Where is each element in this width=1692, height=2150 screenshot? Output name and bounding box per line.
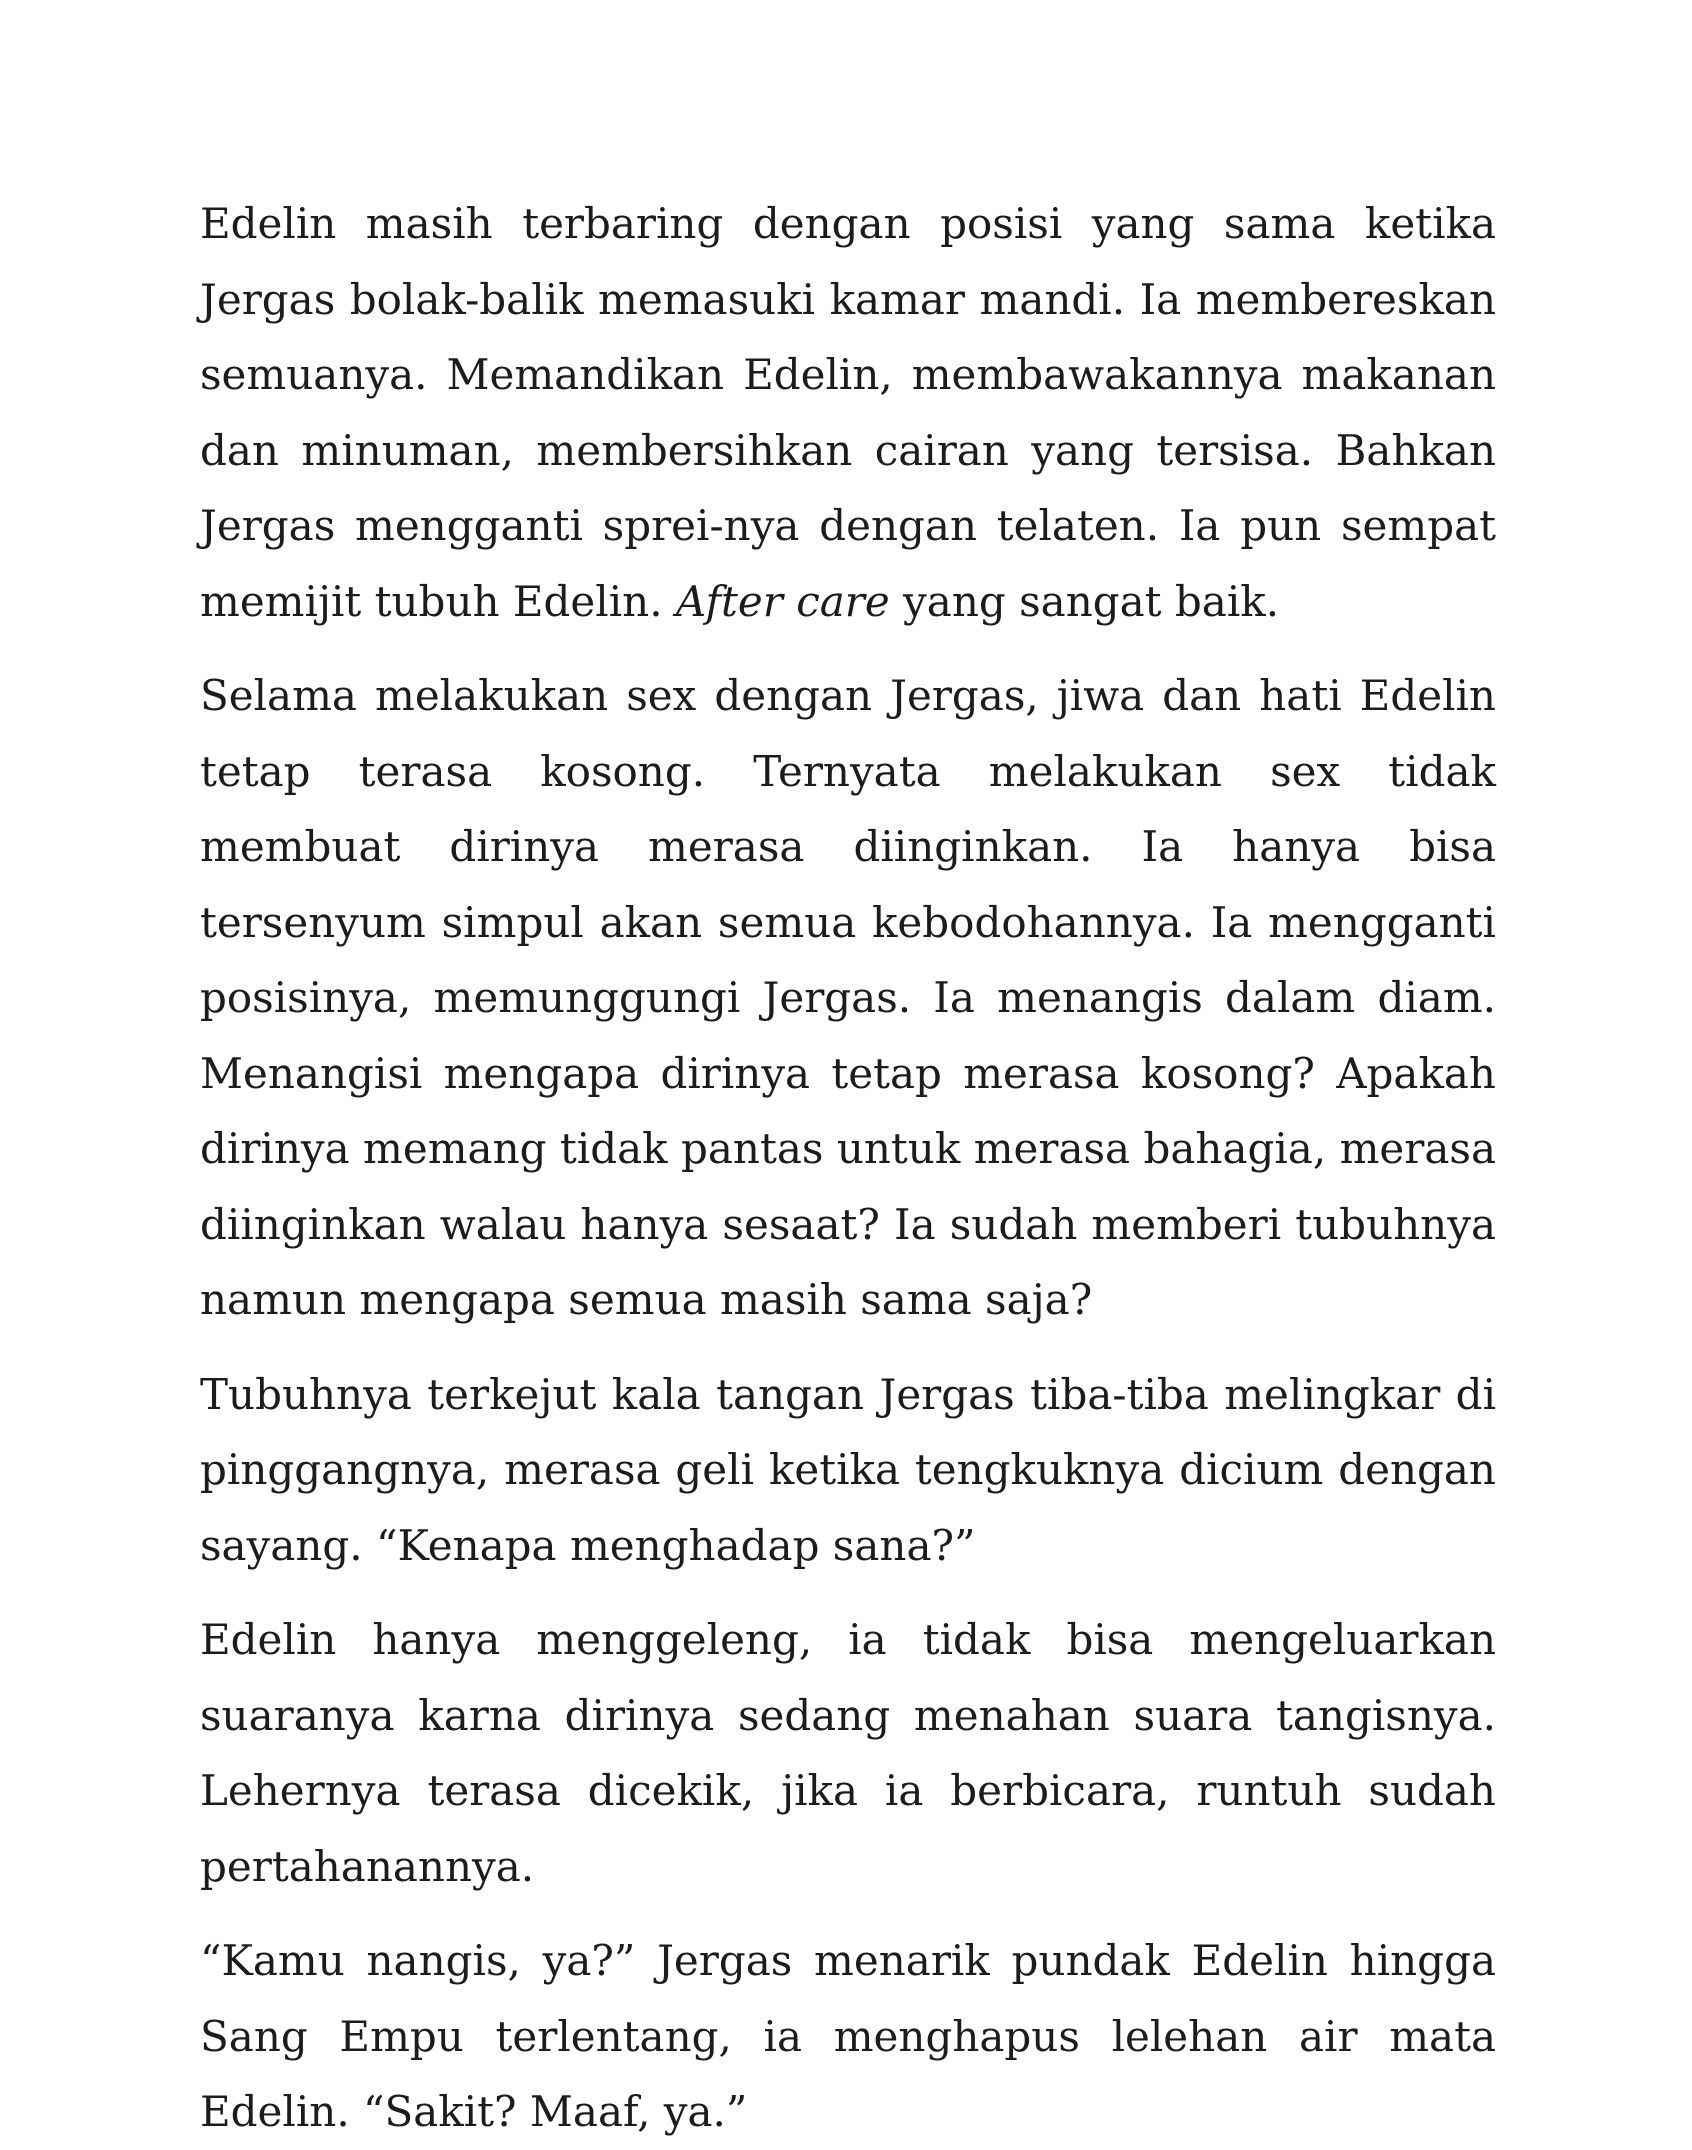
paragraph-1-italic-phrase: After care — [675, 576, 890, 626]
paragraph-2: Selama melakukan sex dengan Jergas, jiwa dan hati Edelin tetap terasa kosong. Ternyata melakukan sex tidak membuat dirinya merasa diinginkan. Ia hanya bisa tersenyum simpul akan semua kebodohannya. Ia mengganti posisinya, memunggungi Jergas. Ia menangis dalam diam. Menangisi mengapa dirinya tetap merasa kosong? Apakah dirinya memang tidak pantas untuk merasa bahagia, merasa diinginkan walau hanya sesaat? Ia sudah memberi tubuhnya namun mengapa semua masih sama saja? — [200, 671, 1496, 1324]
paragraph-1-tail: yang sangat baik. — [889, 576, 1280, 626]
paragraph-4: Edelin hanya menggeleng, ia tidak bisa mengeluarkan suaranya karna dirinya sedang menahan suara tangisnya. Lehernya terasa dicekik, jika ia berbicara, runtuh sudah pertahanannya. — [200, 1615, 1496, 1891]
paragraph-1 — [200, 186, 1496, 639]
body-text — [200, 186, 1496, 2150]
paragraph-5: “Kamu nangis, ya?” Jergas menarik pundak Edelin hingga Sang Empu terlentang, ia menghapus lelehan air mata Edelin. “Sakit? Maaf, ya.” — [200, 1936, 1496, 2136]
paragraph-3: Tubuhnya terkejut kala tangan Jergas tiba-tiba melingkar di pinggangnya, merasa geli ketika tengkuknya dicium dengan sayang. “Kenapa menghadap sana?” — [200, 1369, 1496, 1570]
paragraph-1-text: Edelin masih terbaring dengan posisi yang sama ketika Jergas bolak-balik memasuki kamar mandi. Ia membereskan semuanya. Memandikan Edelin, membawakannya makanan dan minuman, membersihkan cairan yang tersisa. Bahkan Jergas mengganti sprei-nya dengan telaten. Ia pun sempat memijit tubuh Edelin. — [200, 199, 1496, 626]
